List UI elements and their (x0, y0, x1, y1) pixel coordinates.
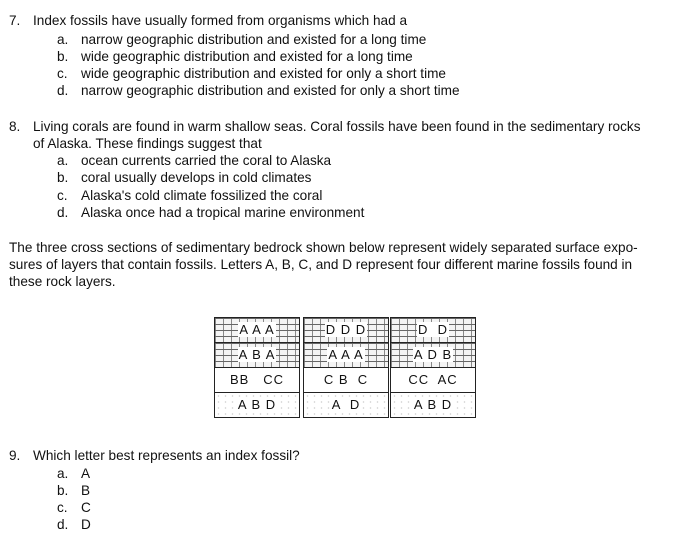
option-text: Alaska's cold climate fossilized the coral (81, 188, 323, 203)
fossil-letters: C B C (323, 372, 369, 387)
fossil-letters: A A A (328, 347, 364, 362)
option-text: ocean currents carried the coral to Alaska (81, 153, 332, 168)
question-text: Which letter best represents an index fossil? (33, 448, 300, 463)
option-text: wide geographic distribution and existed for a long time (81, 49, 413, 64)
rock-layer (215, 368, 299, 393)
rock-column-1 (214, 317, 300, 418)
passage-line: these rock layers. (9, 274, 116, 289)
rock-column-3 (390, 317, 476, 418)
rock-layer (304, 318, 388, 343)
fossil-letters: A B A (238, 347, 276, 362)
question-text: Living corals are found in warm shallow seas. Coral fossils have been found in the sedimentary rocks (33, 119, 641, 134)
option-text: narrow geographic distribution and existed for only a short time (81, 83, 460, 98)
fossil-letters: D D (418, 322, 448, 337)
question-text-continued: of Alaska. These findings suggest that (33, 136, 262, 151)
rock-layer (391, 343, 475, 368)
option-letter: b. (57, 483, 69, 498)
rock-column-2 (303, 317, 389, 418)
passage-line: sures of layers that contain fossils. Letters A, B, C, and D represent four different marine fossils found in (9, 257, 633, 272)
option-text: C (81, 500, 91, 515)
option-letter: a. (57, 466, 69, 481)
option-text: coral usually develops in cold climates (81, 170, 312, 185)
option-text: B (81, 483, 91, 498)
fossil-letters: A B D (237, 397, 277, 412)
fossil-letters: A D (331, 397, 361, 412)
option-text: narrow geographic distribution and existed for a long time (81, 32, 427, 47)
fossil-letters: D D D (325, 322, 367, 337)
option-letter: a. (57, 32, 69, 47)
option-text: A (81, 466, 91, 481)
rock-layer (304, 343, 388, 368)
option-letter: d. (57, 205, 69, 220)
question-number: 9. (9, 448, 21, 463)
rock-layer (391, 368, 475, 393)
fossil-letters: CC AC (408, 372, 458, 387)
rock-layer (215, 318, 299, 343)
rock-layer (391, 393, 475, 417)
option-letter: a. (57, 153, 69, 168)
rock-layer (215, 343, 299, 368)
option-text: Alaska once had a tropical marine environment (81, 205, 365, 220)
rock-layer (215, 393, 299, 417)
option-letter: c. (57, 500, 68, 515)
option-letter: d. (57, 517, 69, 532)
fossil-letters: BB CC (230, 372, 284, 387)
option-text: wide geographic distribution and existed for only a short time (81, 66, 446, 81)
question-number: 7. (9, 13, 21, 28)
fossil-letters: A A A (239, 322, 275, 337)
rock-layer (304, 393, 388, 417)
passage-line: The three cross sections of sedimentary bedrock shown below represent widely separated surface expo- (9, 240, 638, 255)
option-letter: c. (57, 66, 68, 81)
rock-layer (391, 318, 475, 343)
option-letter: c. (57, 188, 68, 203)
option-letter: d. (57, 83, 69, 98)
option-letter: b. (57, 170, 69, 185)
question-number: 8. (9, 119, 21, 134)
option-letter: b. (57, 49, 69, 64)
option-text: D (81, 517, 91, 532)
fossil-letters: A B D (413, 397, 453, 412)
rock-layer (304, 368, 388, 393)
question-text: Index fossils have usually formed from organisms which had a (33, 13, 408, 28)
fossil-letters: A D B (413, 347, 453, 362)
